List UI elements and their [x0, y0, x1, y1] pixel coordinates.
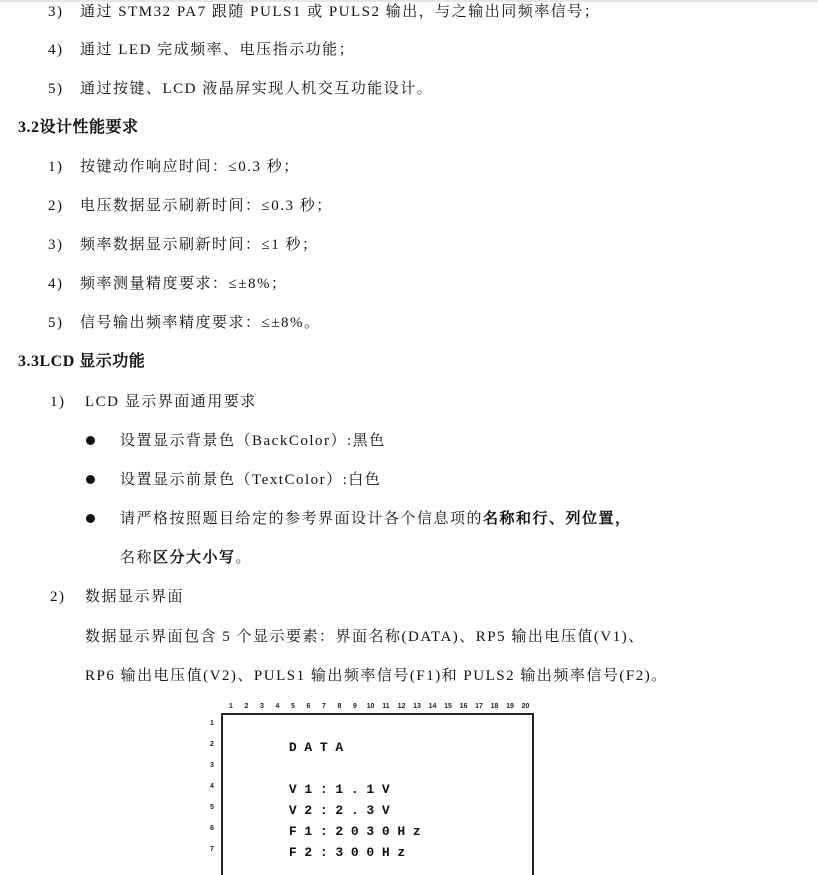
item-number: 3): [48, 237, 64, 253]
lcd-row-number: 7: [210, 846, 214, 853]
paragraph: 数据显示界面包含 5 个显示要素：界面名称(DATA)、RP5 输出电压值(V1)、: [85, 629, 645, 645]
sub-item-1: [50, 392, 257, 412]
lcd-column-number: 14: [428, 703, 437, 710]
item-number: 4): [48, 276, 64, 292]
lcd-column-number: 1: [229, 703, 233, 710]
text-run: 请严格按照题目给定的参考界面设计各个信息项的: [120, 511, 484, 527]
lcd-line-v2: V2:2.3V: [288, 803, 398, 818]
item-number: 5): [48, 315, 64, 331]
lcd-column-number: 13: [413, 703, 421, 710]
bullet-text: 设置显示背景色（BackColor）:黑色: [120, 433, 386, 449]
item-text: 数据显示界面: [85, 589, 185, 605]
section-heading-3-2: 3.2设计性能要求: [18, 119, 139, 136]
lcd-row-number: 5: [210, 804, 214, 811]
bullet-icon: [86, 475, 95, 484]
bullet-text: [120, 509, 632, 529]
lcd-column-number: 15: [444, 703, 452, 710]
lcd-line-title: DATA: [288, 740, 351, 755]
lcd-column-number: 2: [244, 703, 249, 710]
item-text: 频率数据显示刷新时间：≤1 秒；: [80, 237, 319, 253]
lcd-column-number: 16: [459, 703, 468, 710]
lcd-column-number: 8: [337, 703, 342, 710]
list-item: [48, 2, 600, 22]
lcd-row-number: 6: [210, 825, 214, 832]
lcd-column-number: 19: [506, 703, 514, 710]
item-number: 1): [48, 159, 64, 175]
list-item: [48, 274, 287, 294]
item-text: 通过按键、LCD 液晶屏实现人机交互功能设计。: [80, 81, 434, 97]
lcd-line-f2: F2:300Hz: [288, 845, 413, 860]
lcd-column-number: 20: [521, 703, 530, 710]
item-text: 通过 STM32 PA7 跟随 PULS1 或 PULS2 输出，与之输出同频率信号；: [80, 4, 601, 20]
list-item: [48, 157, 300, 177]
list-item: [48, 79, 433, 99]
item-text: 电压数据显示刷新时间：≤0.3 秒；: [80, 198, 333, 214]
list-item: [48, 40, 355, 60]
lcd-row-number: 2: [210, 741, 214, 748]
text-run: 。: [235, 550, 253, 566]
lcd-column-number: 12: [397, 703, 406, 710]
section-heading-3-3: 3.3LCD 显示功能: [18, 353, 146, 370]
lcd-line-v1: V1:1.1V: [288, 782, 398, 797]
list-item: [48, 235, 318, 255]
list-item: [48, 196, 333, 216]
lcd-column-number: 11: [382, 703, 390, 710]
lcd-column-number: 6: [306, 703, 311, 710]
lcd-row-number: 4: [210, 783, 214, 790]
lcd-row-number: 3: [210, 762, 214, 769]
item-text: 通过 LED 完成频率、电压指示功能；: [80, 42, 356, 58]
item-text: 按键动作响应时间：≤0.3 秒；: [80, 159, 300, 175]
lcd-column-number: 18: [490, 703, 499, 710]
lcd-row-number: 1: [210, 720, 214, 727]
bold-text: 名称和行、列位置，: [483, 511, 632, 527]
item-text: 信号输出频率精度要求：≤±8%。: [80, 315, 321, 331]
item-number: 2): [48, 198, 64, 214]
lcd-column-number: 3: [260, 703, 264, 710]
item-text: 频率测量精度要求：≤±8%；: [80, 276, 288, 292]
bullet-text-continuation: [120, 548, 252, 568]
lcd-line-f1: F1:2030Hz: [288, 824, 429, 839]
lcd-column-number: 9: [353, 703, 357, 710]
lcd-column-number: 5: [291, 703, 295, 710]
list-item: [48, 313, 320, 333]
item-text: LCD 显示界面通用要求: [85, 394, 257, 410]
bold-text: 区分大小写: [153, 550, 236, 566]
lcd-column-number: 4: [275, 703, 280, 710]
lcd-column-number: 10: [366, 703, 375, 710]
lcd-column-number: 7: [322, 703, 326, 710]
bullet-icon: [86, 514, 95, 523]
item-number: 1): [50, 394, 66, 410]
item-number: 4): [48, 42, 64, 58]
text-run: 名称: [120, 550, 154, 566]
sub-item-2: [50, 587, 184, 607]
item-number: 2): [50, 589, 66, 605]
item-number: 3): [48, 4, 64, 20]
item-number: 5): [48, 81, 64, 97]
lcd-column-number: 17: [475, 703, 483, 710]
paragraph: RP6 输出电压值(V2)、PULS1 输出频率信号(F1)和 PULS2 输出频率信号(F2)。: [85, 668, 668, 684]
bullet-icon: [86, 436, 95, 445]
bullet-text: 设置显示前景色（TextColor）:白色: [120, 472, 382, 488]
